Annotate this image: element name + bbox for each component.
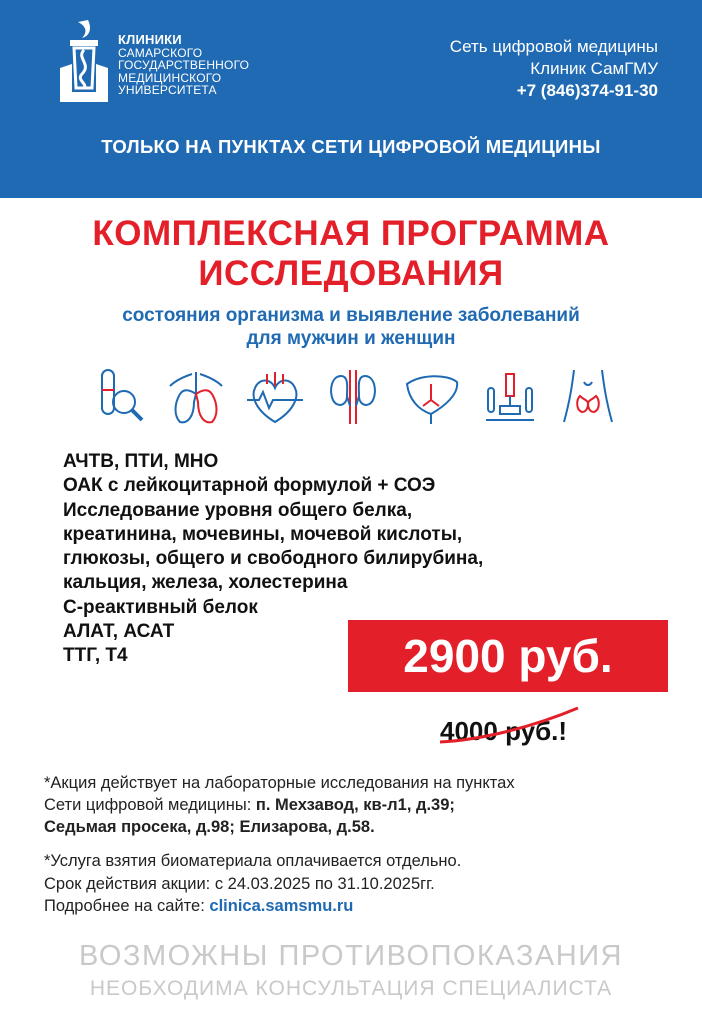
promo-note — [44, 772, 664, 838]
kidneys-icon — [323, 366, 383, 428]
list-item: креатинина, мочевины, мочевой кислоты, — [63, 523, 463, 545]
disclaimer — [0, 938, 702, 1004]
logo-line: ГОСУДАРСТВЕННОГО — [118, 58, 250, 72]
strikethrough-line — [440, 702, 580, 752]
service-note-line2: Срок действия акции: с 24.03.2025 по 31.10.2025гг. — [44, 874, 435, 893]
logo-line: УНИВЕРСИТЕТА — [118, 83, 217, 97]
list-item: АЛАТ, АСАТ — [63, 621, 175, 643]
list-item: С-реактивный белок — [63, 596, 258, 618]
old-price-number: 4000 — [440, 716, 498, 746]
title-line2: ИССЛЕДОВАНИЯ — [198, 254, 504, 293]
page-subtitle — [0, 304, 702, 350]
thyroid-icon — [558, 366, 618, 428]
organ-icons-row — [88, 366, 618, 430]
network-name-line1: Сеть цифровой медицины — [449, 37, 658, 56]
logo-text — [118, 34, 308, 97]
promo-note-line1: *Акция действует на лабораторные исследования на пунктах — [44, 774, 515, 792]
website-link[interactable]: clinica.samsmu.ru — [209, 897, 354, 915]
logo-line: МЕДИЦИНСКОГО — [118, 70, 222, 85]
list-item: АЧТВ, ПТИ, МНО — [63, 451, 219, 472]
service-note — [44, 850, 664, 918]
price-badge — [348, 620, 668, 692]
logo-line: САМАРСКОГО — [118, 45, 203, 60]
list-item: глюкозы, общего и свободного билирубина, — [63, 548, 484, 570]
phone-number[interactable]: +7 (846)374-91-30 — [516, 81, 658, 100]
list-item: ТТГ, Т4 — [63, 645, 128, 667]
contact-info — [450, 36, 658, 102]
page-title — [0, 214, 702, 294]
network-name-line2: Клиник СамГМУ — [530, 59, 658, 78]
liver-icon — [401, 366, 461, 428]
title-line1: КОМПЛЕКСНАЯ ПРОГРАММА — [92, 214, 610, 253]
list-item: кальция, железа, холестерина — [63, 572, 348, 594]
old-price-suffix: руб.! — [497, 716, 568, 746]
test-tube-magnifier-icon — [88, 366, 148, 428]
header-banner: ТОЛЬКО НА ПУНКТАХ СЕТИ ЦИФРОВОЙ МЕДИЦИНЫ — [101, 136, 601, 157]
clinic-logo — [48, 14, 290, 114]
service-note-line1: *Услуга взятия биоматериала оплачивается отдельно. — [44, 852, 462, 870]
heart-icon — [245, 366, 305, 428]
clinic-emblem-icon — [58, 18, 110, 106]
list-item: ОАК с лейкоцитарной формулой + СОЭ — [63, 475, 436, 497]
lab-microscope-icon — [480, 366, 540, 428]
header — [0, 0, 702, 198]
disclaimer-line1: ВОЗМОЖНЫ ПРОТИВОПОКАЗАНИЯ — [79, 940, 623, 972]
subtitle-line1: состояния организма и выявление заболеваний — [122, 305, 580, 326]
logo-line: КЛИНИКИ — [118, 32, 182, 47]
new-price: 2900 руб. — [403, 630, 613, 682]
subtitle-line2: для мужчин и женщин — [246, 328, 456, 349]
address-2: Седьмая просека, д.98; Елизарова, д.58. — [44, 818, 375, 836]
list-item: Исследование уровня общего белка, — [63, 499, 413, 521]
address-1: п. Мехзавод, кв-л1, д.39; — [255, 796, 455, 814]
lungs-icon — [166, 366, 226, 428]
disclaimer-line2: НЕОБХОДИМА КОНСУЛЬТАЦИЯ СПЕЦИАЛИСТА — [89, 977, 613, 1000]
service-note-line3: Подробнее на сайте: — [44, 897, 210, 915]
promo-note-line2: Сети цифровой медицины: — [44, 796, 256, 814]
